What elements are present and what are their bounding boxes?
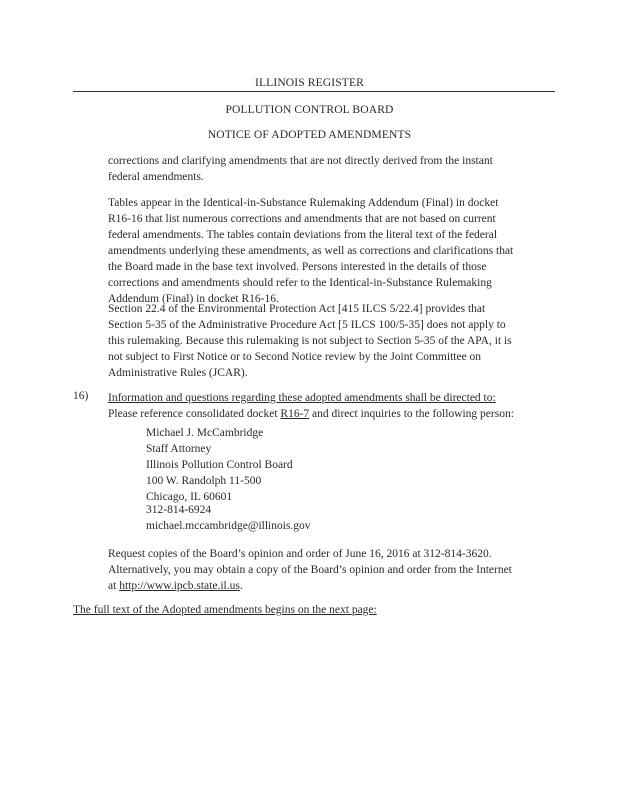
contact-street: 100 W. Randolph 11-500	[146, 475, 262, 487]
item-number: 16)	[73, 390, 89, 402]
paragraph-continuation: corrections and clarifying amendments that are not directly derived from the instant federal amendments.	[108, 155, 493, 183]
docket-link[interactable]: R16-7	[280, 408, 310, 420]
item-16	[108, 390, 560, 422]
contact-name: Michael J. McCambridge	[146, 427, 264, 439]
header-rule	[73, 91, 555, 92]
contact-org: Illinois Pollution Control Board	[146, 459, 293, 471]
contact-phone: 312-814-6924	[146, 504, 212, 516]
full-text-notice: The full text of the Adopted amendments begins on the next page:	[73, 604, 377, 616]
paragraph-request: Request copies of the Board’s opinion and order of June 16, 2016 at 312-814-3620. Alternatively, you may obtain a copy of the Board’s opinion and order from the Internet at http://www.ipcb.state.il.us.	[108, 548, 512, 592]
ipcb-website-link[interactable]: http://www.ipcb.state.il.us	[119, 580, 240, 592]
register-title: ILLINOIS REGISTER	[255, 76, 364, 89]
contact-details	[146, 502, 311, 534]
docket-line: Please reference consolidated docket R16-7 and direct inquiries to the following person:	[108, 408, 514, 420]
paragraph-tables: Tables appear in the Identical-in-Substance Rulemaking Addendum (Final) in docket R16-16 that list numerous corrections and amendments that are not based on current federal amendments. The tables contain deviations from the literal text of the federal amendments underlying these amendments, as well as corrections and clarifications that the Board made in the base text involved. Persons interested in the details of those corrections and amendments should refer to the Identical-in-Substance Rulemaking Addendum (Final) in docket R16-16.	[108, 197, 514, 305]
contact-email[interactable]: michael.mccambridge@illinois.gov	[146, 520, 311, 532]
notice-title: NOTICE OF ADOPTED AMENDMENTS	[207, 128, 412, 141]
contact-city: Chicago, IL 60601	[146, 491, 233, 503]
contact-address	[146, 425, 293, 505]
agency-title: POLLUTION CONTROL BOARD	[225, 103, 394, 116]
contact-title: Staff Attorney	[146, 443, 212, 455]
paragraph-section-22-4: Section 22.4 of the Environmental Protection Act [415 ILCS 5/22.4] provides that Section 5-35 of the Administrative Procedure Act [5 ILCS 100/5-35] does not apply to this rulemaking. Because this rulemaking is not subject to Section 5-35 of the APA, it is not subject to First Notice or to Second Notice review by the Joint Committee on Administrative Rules (JCAR).	[108, 303, 512, 379]
item-heading: Information and questions regarding these adopted amendments shall be directed to:	[108, 392, 496, 404]
